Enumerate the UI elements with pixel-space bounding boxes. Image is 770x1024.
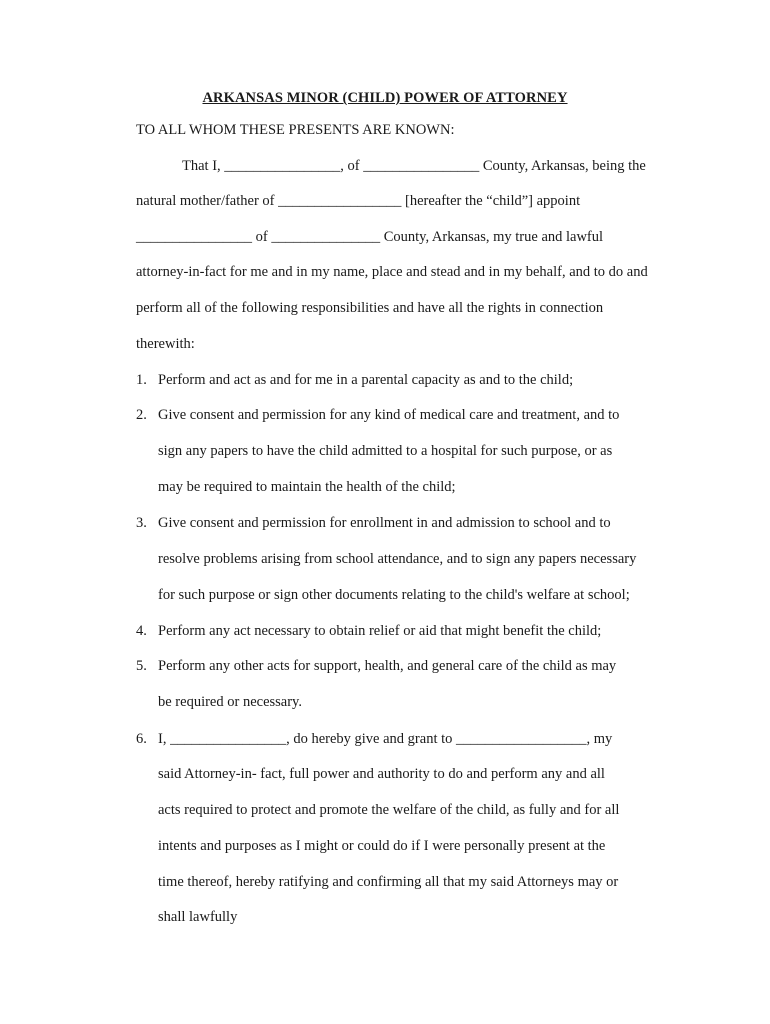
item-line: shall lawfully — [158, 909, 238, 925]
item-line: Perform any other acts for support, health, and general care of the child as may — [158, 658, 617, 674]
item-number: 3. — [136, 515, 147, 531]
intro-line: perform all of the following responsibilities and have all the rights in connection — [136, 300, 604, 316]
item-line: said Attorney-in- fact, full power and authority to do and perform any and all — [158, 766, 605, 782]
salutation: TO ALL WHOM THESE PRESENTS ARE KNOWN: — [136, 122, 455, 138]
item-line: sign any papers to have the child admitted to a hospital for such purpose, or as — [158, 443, 613, 459]
item-line: Give consent and permission for enrollment in and admission to school and to — [158, 515, 611, 531]
item-number: 5. — [136, 658, 147, 674]
item-number: 2. — [136, 407, 147, 423]
item-line: Give consent and permission for any kind of medical care and treatment, and to — [158, 407, 620, 423]
item-line: intents and purposes as I might or could do if I were personally present at the — [158, 838, 606, 854]
intro-line: natural mother/father of _________________ [hereafter the “child”] appoint — [136, 193, 581, 209]
item-line: Perform and act as and for me in a parental capacity as and to the child; — [158, 372, 574, 388]
item-line: Perform any act necessary to obtain relief or aid that might benefit the child; — [158, 623, 602, 639]
intro-line: therewith: — [136, 336, 195, 352]
item-line: acts required to protect and promote the welfare of the child, as fully and for all — [158, 802, 620, 818]
item-line: resolve problems arising from school attendance, and to sign any papers necessary — [158, 551, 637, 567]
item-number: 1. — [136, 372, 147, 388]
item-number: 6. — [136, 731, 147, 747]
intro-line: attorney-in-fact for me and in my name, place and stead and in my behalf, and to do and — [136, 264, 648, 280]
item-number: 4. — [136, 623, 147, 639]
intro-line: That I, ________________, of ________________ County, Arkansas, being the — [182, 158, 646, 174]
document-title: ARKANSAS MINOR (CHILD) POWER OF ATTORNEY — [202, 90, 568, 106]
item-line: I, ________________, do hereby give and grant to __________________, my — [158, 731, 613, 747]
item-line: for such purpose or sign other documents relating to the child's welfare at school; — [158, 587, 630, 603]
item-line: be required or necessary. — [158, 694, 302, 710]
item-line: may be required to maintain the health of the child; — [158, 479, 456, 495]
item-line: time thereof, hereby ratifying and confirming all that my said Attorneys may or — [158, 874, 619, 890]
intro-line: ________________ of _______________ County, Arkansas, my true and lawful — [136, 229, 604, 245]
